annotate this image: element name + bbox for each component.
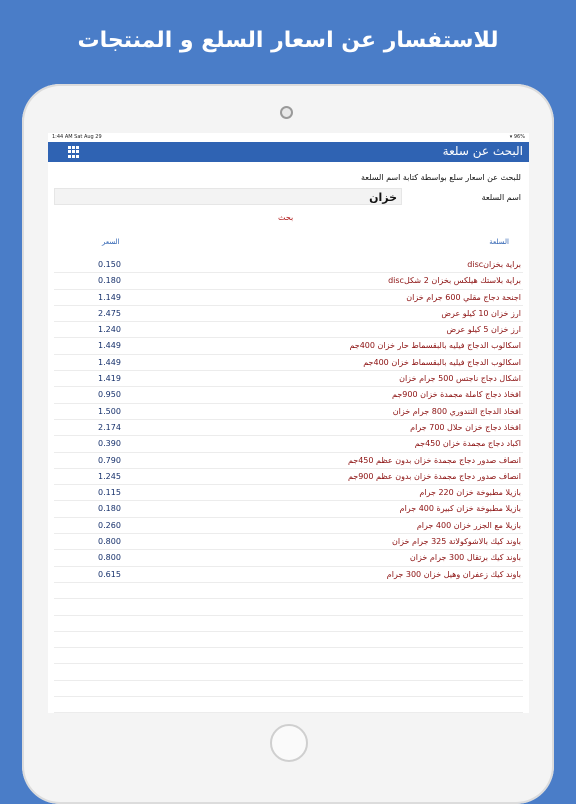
empty-row (54, 648, 523, 664)
table-row[interactable] (54, 436, 523, 452)
empty-row (54, 599, 523, 615)
item-price: 0.950 (98, 390, 121, 400)
item-price: 1.245 (98, 471, 121, 481)
table-row[interactable] (54, 550, 523, 566)
table-row[interactable] (54, 273, 523, 289)
status-time: 1:44 AM Sat Aug 29 (52, 134, 102, 140)
item-price: 0.260 (98, 520, 121, 530)
item-name: باوند كيك زعفران وهيل خزان 300 جرام (386, 569, 521, 579)
table-row[interactable] (54, 404, 523, 420)
empty-row (54, 681, 523, 697)
table-row[interactable] (54, 257, 523, 273)
grid-menu-icon[interactable] (68, 146, 80, 158)
item-price: 1.449 (98, 357, 121, 367)
app-screen (48, 133, 529, 713)
table-row[interactable] (54, 567, 523, 583)
search-input[interactable]: خزان (54, 188, 402, 205)
table-row[interactable] (54, 306, 523, 322)
item-name: باوند كيك برتقال 300 جرام خزان (409, 553, 521, 563)
item-name: اشكال دجاج ناجتس 500 جرام خزان (399, 374, 521, 384)
table-row[interactable] (54, 420, 523, 436)
item-price: 0.800 (98, 537, 121, 547)
item-name: افخاذ الدجاج التندوري 800 جرام خزان (392, 406, 521, 416)
column-header-item: السلعة (489, 238, 509, 246)
table-row[interactable] (54, 469, 523, 485)
item-name: انصاف صدور دجاج مجمدة خزان بدون عظم 450جم (347, 455, 521, 465)
item-name: افخاذ دجاج كاملة مجمدة خزان 900جم (392, 390, 521, 400)
item-name: ارز خزان 5 كيلو عرض (446, 325, 521, 335)
status-bar (48, 133, 529, 142)
item-name: براية بلاستك هيلكس بخزان 2 شكلdisc (388, 276, 521, 286)
table-row[interactable] (54, 371, 523, 387)
item-price: 1.500 (98, 406, 121, 416)
item-name: اسكالوب الدجاج فيليه بالبقسماط حار خزان 400جم (349, 341, 521, 351)
item-name: بازيلا مطبوخة خزان كبيرة 400 جرام (399, 504, 521, 514)
item-name: اكباد دجاج مجمدة خزان 450جم (414, 439, 521, 449)
promo-banner-text: للاستفسار عن اسعار السلع و المنتجات (77, 28, 499, 53)
empty-row (54, 632, 523, 648)
table-row[interactable] (54, 534, 523, 550)
item-name: بازيلا مع الجزر خزان 400 جرام (416, 520, 521, 530)
item-name-label: اسم السلعة (481, 193, 521, 202)
item-name: انصاف صدور دجاج مجمدة خزان بدون عظم 900جم (347, 471, 521, 481)
results-table (54, 257, 523, 713)
battery-indicator: ▾ 96% (509, 134, 525, 140)
item-name: ارز خزان 10 كيلو عرض (441, 308, 521, 318)
item-name: اسكالوب الدجاج فيليه بالبقسماط خزان 400جم (363, 357, 521, 367)
item-price: 0.150 (98, 260, 121, 269)
item-price: 2.475 (98, 308, 121, 318)
item-price: 1.449 (98, 341, 121, 351)
wifi-icon: ▾ (509, 134, 513, 140)
camera-icon (280, 106, 293, 119)
item-price: 0.790 (98, 455, 121, 465)
search-hint: للبحث عن اسعار سلع بواسطة كتابة اسم السلعة (360, 173, 521, 182)
item-name: بازيلا مطبوخة خزان 220 جرام (419, 488, 521, 498)
item-price: 0.115 (98, 488, 121, 498)
nav-bar (48, 142, 529, 162)
home-button[interactable] (270, 724, 308, 762)
item-price: 0.615 (98, 569, 121, 579)
empty-row (54, 583, 523, 599)
table-row[interactable] (54, 387, 523, 403)
column-header-price: السعر (102, 238, 120, 246)
empty-row (54, 616, 523, 632)
empty-row (54, 664, 523, 680)
item-name: براية بخزانdisc (467, 260, 521, 269)
item-price: 0.800 (98, 553, 121, 563)
item-name: افخاذ دجاج خزان حلال 700 جرام (410, 422, 521, 432)
table-row[interactable] (54, 485, 523, 501)
table-row[interactable] (54, 338, 523, 354)
table-row[interactable] (54, 518, 523, 534)
item-price: 0.390 (98, 439, 121, 449)
item-name: اجنحة دجاج مقلي 600 جرام خزان (406, 292, 521, 302)
item-price: 1.149 (98, 292, 121, 302)
item-price: 0.180 (98, 276, 121, 286)
item-price: 2.174 (98, 422, 121, 432)
item-price: 1.419 (98, 374, 121, 384)
item-price: 0.180 (98, 504, 121, 514)
item-price: 1.240 (98, 325, 121, 335)
table-row[interactable] (54, 290, 523, 306)
empty-row (54, 697, 523, 713)
table-row[interactable] (54, 453, 523, 469)
search-button[interactable]: بحث (278, 213, 294, 222)
page-title: البحث عن سلعة (442, 144, 523, 158)
item-name: باوند كيك بالاشوكولاتة 325 جرام خزان (392, 537, 521, 547)
table-row[interactable] (54, 501, 523, 517)
table-row[interactable] (54, 322, 523, 338)
table-row[interactable] (54, 355, 523, 371)
